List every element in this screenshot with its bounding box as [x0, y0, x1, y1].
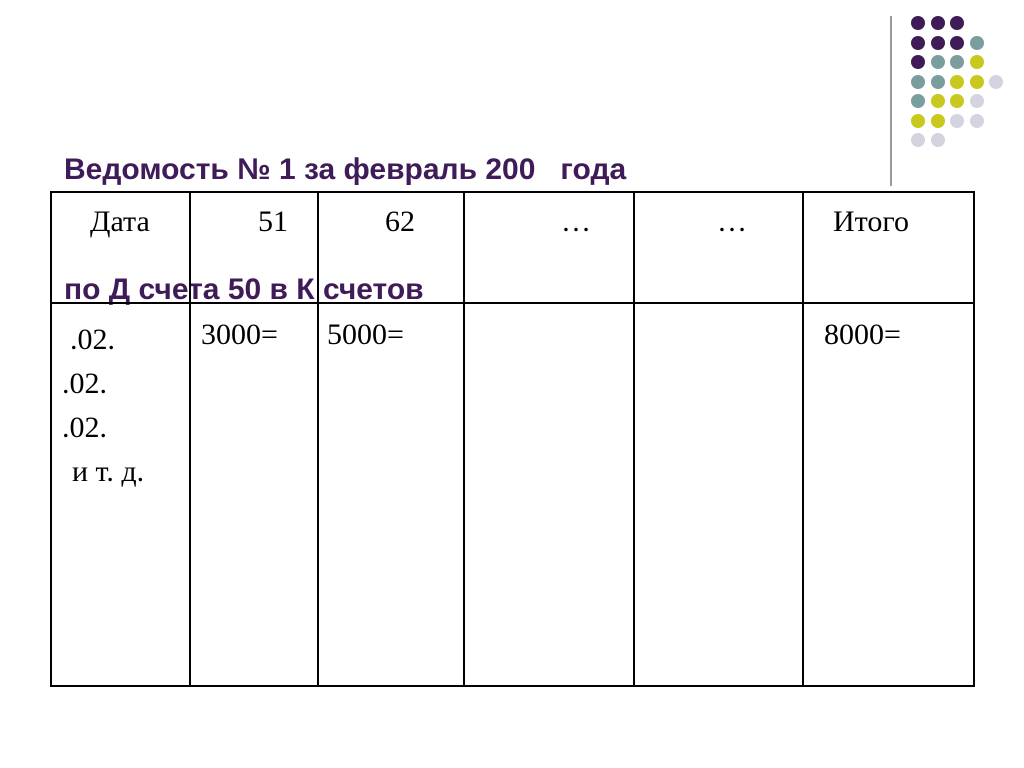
decorative-dot	[970, 75, 984, 89]
decorative-dot	[911, 16, 925, 30]
header-ellipsis-2: …	[634, 192, 803, 303]
ledger-table	[50, 191, 975, 687]
date-item: .02.	[62, 411, 107, 444]
value-total: 8000=	[803, 303, 974, 686]
decorative-dot	[970, 114, 984, 128]
decorative-dot	[989, 75, 1003, 89]
decorative-dot	[931, 16, 945, 30]
date-item: .02.	[62, 367, 107, 400]
decorative-dot	[950, 55, 964, 69]
decorative-dot	[950, 75, 964, 89]
title-line-2: по Д счета 50 в К счетов	[64, 273, 424, 306]
decorative-dot	[911, 133, 925, 147]
title-line-1: Ведомость № 1 за февраль 200 года	[64, 153, 627, 186]
date-list	[51, 303, 190, 686]
decorative-dot	[950, 114, 964, 128]
date-item: .02.	[70, 323, 115, 356]
table-row	[51, 303, 974, 686]
decorative-dot	[931, 36, 945, 50]
decorative-dot	[911, 75, 925, 89]
decorative-dot	[911, 114, 925, 128]
decorative-dot	[970, 94, 984, 108]
decorative-dot	[911, 94, 925, 108]
decorative-divider	[890, 16, 892, 186]
decorative-dot	[950, 36, 964, 50]
value-empty-1	[464, 303, 634, 686]
decorative-dot	[911, 36, 925, 50]
decorative-dot	[911, 55, 925, 69]
header-account-62: 62	[318, 192, 464, 303]
value-account-51: 3000=	[190, 303, 318, 686]
decorative-dot	[950, 16, 964, 30]
header-date: Дата	[51, 192, 190, 303]
header-ellipsis-1: …	[464, 192, 634, 303]
decorative-dot	[931, 114, 945, 128]
decorative-dot	[970, 36, 984, 50]
table-header-row	[51, 192, 974, 303]
decorative-dot	[931, 94, 945, 108]
value-account-62: 5000=	[318, 303, 464, 686]
decorative-dot	[931, 133, 945, 147]
decorative-dot	[950, 94, 964, 108]
decorative-dot	[931, 75, 945, 89]
date-item: и т. д.	[72, 455, 145, 488]
decorative-dot	[931, 55, 945, 69]
header-total: Итого	[803, 192, 974, 303]
header-account-51: 51	[190, 192, 318, 303]
decorative-dot	[970, 55, 984, 69]
value-empty-2	[634, 303, 803, 686]
